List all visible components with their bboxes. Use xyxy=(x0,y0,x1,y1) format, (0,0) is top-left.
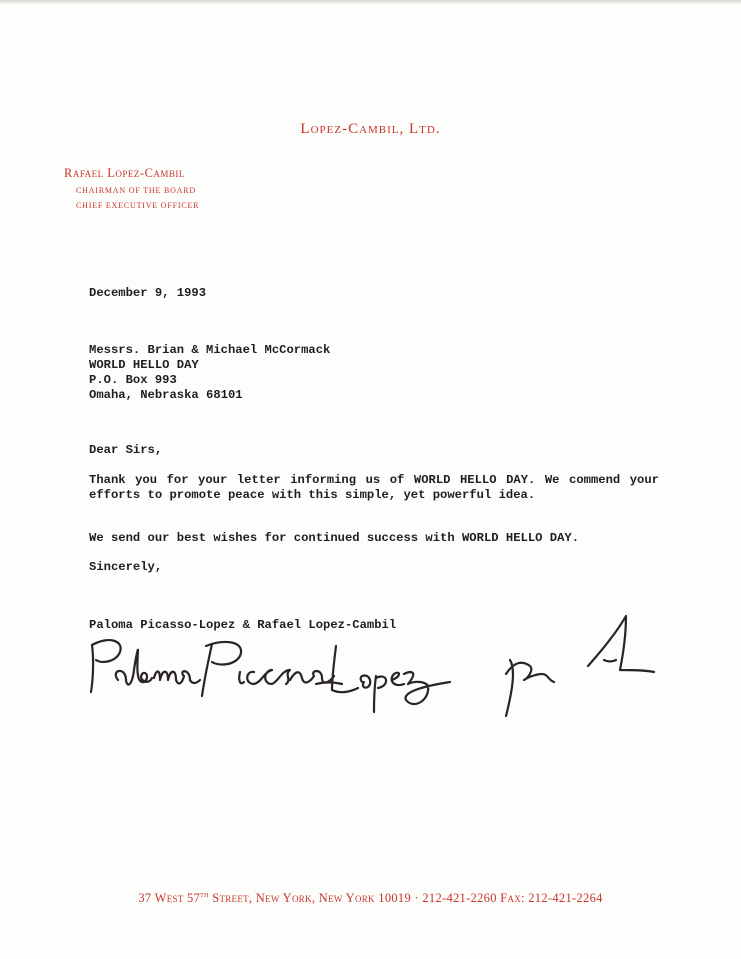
salutation: Dear Sirs, xyxy=(89,443,163,457)
signers-names: Paloma Picasso-Lopez & Rafael Lopez-Cambil xyxy=(89,618,397,632)
body-paragraph-1: Thank you for your letter informing us of WORLD HELLO DAY. We commend your efforts to promote peace with this simple, yet powerful idea. xyxy=(89,473,659,502)
executive-name: Rafael Lopez-Cambil xyxy=(64,166,185,180)
body-paragraph-2: We send our best wishes for continued success with WORLD HELLO DAY. xyxy=(89,531,580,545)
recipient-line: Omaha, Nebraska 68101 xyxy=(89,388,243,402)
recipient-line: WORLD HELLO DAY xyxy=(89,358,199,372)
footer-address-prefix: 37 West 57 xyxy=(138,891,201,906)
signature-stroke xyxy=(316,683,342,685)
signature-stroke xyxy=(332,646,358,692)
signature-stroke xyxy=(154,671,200,683)
recipient-line: Messrs. Brian & Michael McCormack xyxy=(89,343,331,357)
recipient-address xyxy=(89,343,659,403)
signature-stroke xyxy=(506,660,554,716)
signature-stroke xyxy=(361,672,450,712)
letter-date: December 9, 1993 xyxy=(89,286,207,300)
signature-stroke xyxy=(588,616,654,672)
executive-title-chairman: CHAIRMAN OF THE BOARD xyxy=(76,186,196,195)
executive-title-ceo: CHIEF EXECUTIVE OFFICER xyxy=(76,201,200,210)
signature-stroke xyxy=(604,660,616,662)
signature-stroke xyxy=(91,640,121,692)
page-top-edge xyxy=(0,0,741,4)
signature-stroke xyxy=(116,650,152,685)
footer-address-rest: Street, New York, New York 10019 · 212-421-2260 Fax: 212-421-2264 xyxy=(208,891,603,906)
recipient-line: P.O. Box 993 xyxy=(89,373,177,387)
handwritten-signatures xyxy=(78,600,668,720)
letterhead-footer-address xyxy=(0,890,741,906)
signature-stroke xyxy=(239,670,334,684)
footer-address-sup: th xyxy=(200,890,209,899)
company-name: Lopez-Cambil, Ltd. xyxy=(300,121,441,137)
signature-stroke xyxy=(202,642,241,696)
closing: Sincerely, xyxy=(89,560,163,574)
